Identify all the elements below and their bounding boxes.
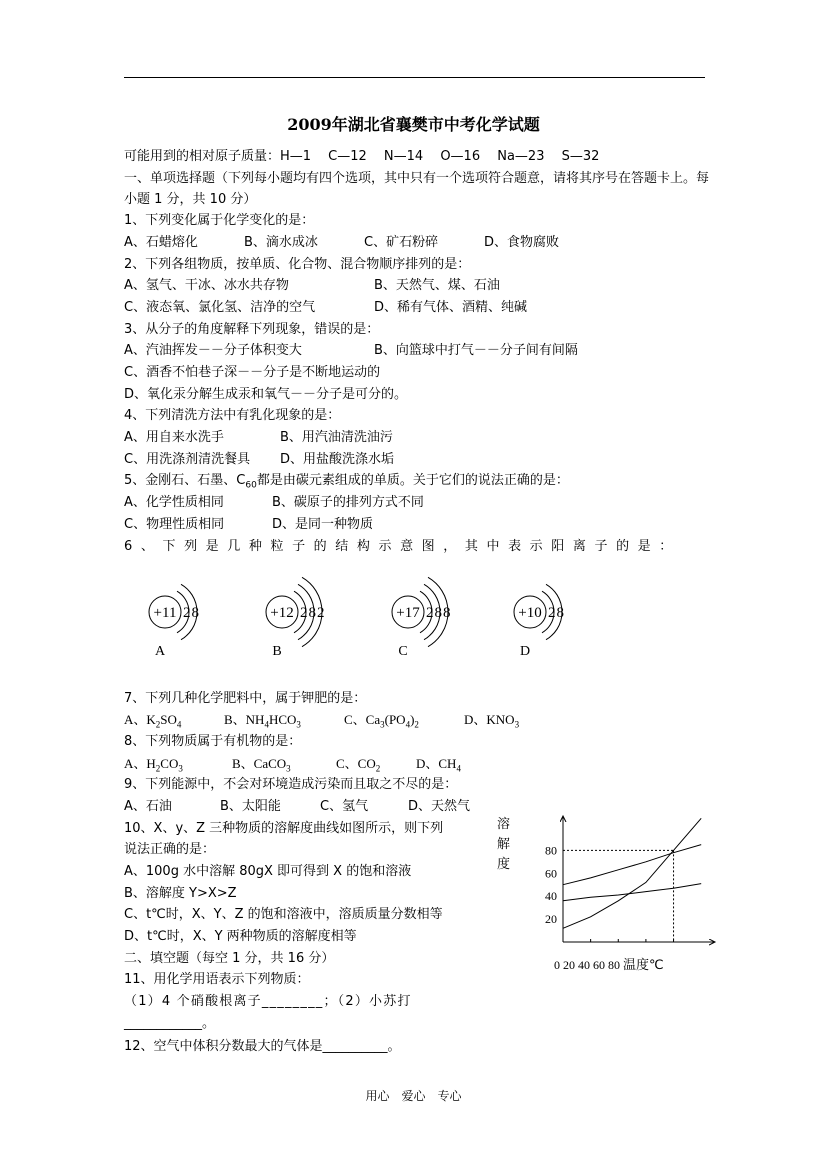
- q1-option-a: A、石蜡熔化: [124, 235, 198, 250]
- atom-structure-diagrams: [0, 560, 827, 670]
- q7-option-c: C、$Ca_3(PO_4)_2$: [344, 712, 419, 730]
- q5-option-a: A、化学性质相同: [124, 495, 224, 510]
- q4-option-a: A、用自来水洗手: [124, 430, 224, 445]
- q10-option-b: B、溶解度 Y>X>Z: [124, 886, 237, 901]
- electron-counts: 28: [548, 605, 565, 621]
- q2-option-a: A、氢气、干冰、冰水共存物: [124, 278, 289, 293]
- q12-stem: 12、空气中体积分数最大的气体是__________。: [124, 1039, 401, 1054]
- solubility-curve-1: [563, 818, 701, 928]
- q8-option-b: B、CaCO$_3$: [232, 756, 291, 774]
- q9-option-c: C、氢气: [320, 799, 369, 814]
- atom-label: D: [519, 644, 531, 659]
- q10-stem-line2: 说法正确的是：: [124, 842, 216, 857]
- nucleus-charge: +12: [270, 605, 294, 621]
- nucleus-charge: +11: [153, 605, 177, 621]
- q11-line1: （1）4 个硝酸根离子________；（2）小苏打: [124, 994, 412, 1009]
- q2-option-b: B、天然气、煤、石油: [374, 278, 500, 293]
- q8-option-a: A、$H_2CO_3$: [124, 756, 183, 774]
- y-tick-label: 40: [545, 889, 557, 904]
- q5-option-b: B、碳原子的排列方式不同: [272, 495, 424, 510]
- atom-diagram-b: [266, 577, 326, 659]
- q1-option-c: C、矿石粉碎: [364, 235, 439, 250]
- q3-option-b: B、向篮球中打气－－分子间有间隔: [374, 343, 578, 358]
- atom-label: B: [272, 644, 282, 659]
- q3-option-c: C、酒香不怕巷子深－－分子是不断地运动的: [124, 365, 381, 380]
- q3-stem: 3、从分子的角度解释下列现象，错误的是：: [124, 322, 380, 337]
- q5-option-d: D、是同一种物质: [272, 517, 374, 532]
- electron-counts: 288: [426, 605, 452, 621]
- q9-option-b: B、太阳能: [220, 799, 281, 814]
- atom-label: C: [398, 644, 408, 659]
- electron-counts: 28: [183, 605, 200, 621]
- q11-line2: ____________。: [124, 1016, 216, 1031]
- nucleus-charge: +10: [518, 605, 542, 621]
- q5-option-c: C、物理性质相同: [124, 517, 225, 532]
- q10-option-a: A、100g 水中溶解 80gX 即可得到 X 的饱和溶液: [124, 864, 412, 879]
- section1-heading: 一、单项选择题（下列每小题均有四个选项，其中只有一个选项符合题意，请将其序号在答题卡上。每小题 1 分，共 10 分）: [124, 171, 710, 207]
- q4-stem: 4、下列清洗方法中有乳化现象的是：: [124, 408, 341, 423]
- chart-xlabel: 温度℃: [623, 958, 664, 973]
- electron-counts: 282: [300, 605, 326, 621]
- q1-stem: 1、下列变化属于化学变化的是：: [124, 213, 315, 228]
- solubility-chart: [520, 810, 725, 980]
- q2-stem: 2、下列各组物质，按单质、化合物、混合物顺序排列的是：: [124, 257, 471, 272]
- q9-stem: 9、下列能源中，不会对环境造成污染而且取之不尽的是：: [124, 777, 458, 792]
- q10-stem-line1: 10、X、y、Z 三种物质的溶解度曲线如图所示，则下列: [124, 821, 444, 836]
- y-tick-label: 20: [545, 912, 557, 927]
- y-tick-label: 80: [545, 843, 557, 858]
- q10-option-c: C、t℃时，X、Y、Z 的饱和溶液中，溶质质量分数相等: [124, 907, 443, 922]
- chart-ylabel: 溶解度: [497, 817, 511, 872]
- q6-stem: 6、下列是几种粒子的结构示意图，其中表示阳离子的是：: [124, 539, 681, 554]
- page-footer: 用心 爱心 专心: [365, 1089, 462, 1103]
- q1-option-d: D、食物腐败: [484, 235, 560, 250]
- q2-option-c: C、液态氧、氯化氢、洁净的空气: [124, 300, 316, 315]
- q4-option-c: C、用洗涤剂清洗餐具: [124, 452, 251, 467]
- q3-option-d: D、氧化汞分解生成汞和氧气－－分子是可分的。: [124, 387, 408, 402]
- q8-stem: 8、下列物质属于有机物的是：: [124, 734, 302, 749]
- q7-option-a: A、$K_2SO_4$: [124, 712, 182, 730]
- q9-option-d: D、天然气: [408, 799, 471, 814]
- q3-option-a: A、汽油挥发－－分子体积变大: [124, 343, 302, 358]
- q9-option-a: A、石油: [124, 799, 172, 814]
- y-tick-label: 60: [545, 866, 557, 881]
- q2-option-d: D、稀有气体、酒精、纯碱: [374, 300, 528, 315]
- q8-option-d: D、$CH_4$: [416, 756, 461, 774]
- atom-diagram-a: [149, 584, 200, 659]
- q7-stem: 7、下列几种化学肥料中，属于钾肥的是：: [124, 691, 367, 706]
- q1-option-b: B、滴水成冰: [244, 235, 318, 250]
- section2-heading: 二、填空题（每空 1 分，共 16 分）: [124, 951, 335, 966]
- q7-option-b: B、$NH_4HCO_3$: [224, 712, 301, 730]
- header-rule: [124, 77, 705, 78]
- page-title: 2009年湖北省襄樊市中考化学试题: [287, 115, 540, 134]
- atom-diagram-d: [514, 584, 565, 659]
- atom-label: A: [154, 644, 166, 659]
- q7-option-d: D、$KNO_3$: [464, 712, 520, 730]
- q5-stem: 5、金刚石、石墨、$C_{60}$都是由碳元素组成的单质。关于它们的说法正确的是：: [124, 473, 569, 491]
- nucleus-charge: +17: [396, 605, 420, 621]
- chart-x-ticks-row: 0 20 40 60 80 温度℃: [554, 958, 664, 973]
- atomic-masses: 可能用到的相对原子质量：H—1 C—12 N—14 O—16 Na—23 S—32: [124, 149, 600, 164]
- q11-stem: 11、用化学用语表示下列物质：: [124, 972, 310, 987]
- q4-option-d: D、用盐酸洗涤水垢: [280, 452, 395, 467]
- q4-option-b: B、用汽油清洗油污: [280, 430, 393, 445]
- q10-option-d: D、t℃时，X、Y 两种物质的溶解度相等: [124, 929, 357, 944]
- atom-diagram-c: [392, 577, 452, 659]
- q8-option-c: C、$CO_2$: [336, 756, 381, 774]
